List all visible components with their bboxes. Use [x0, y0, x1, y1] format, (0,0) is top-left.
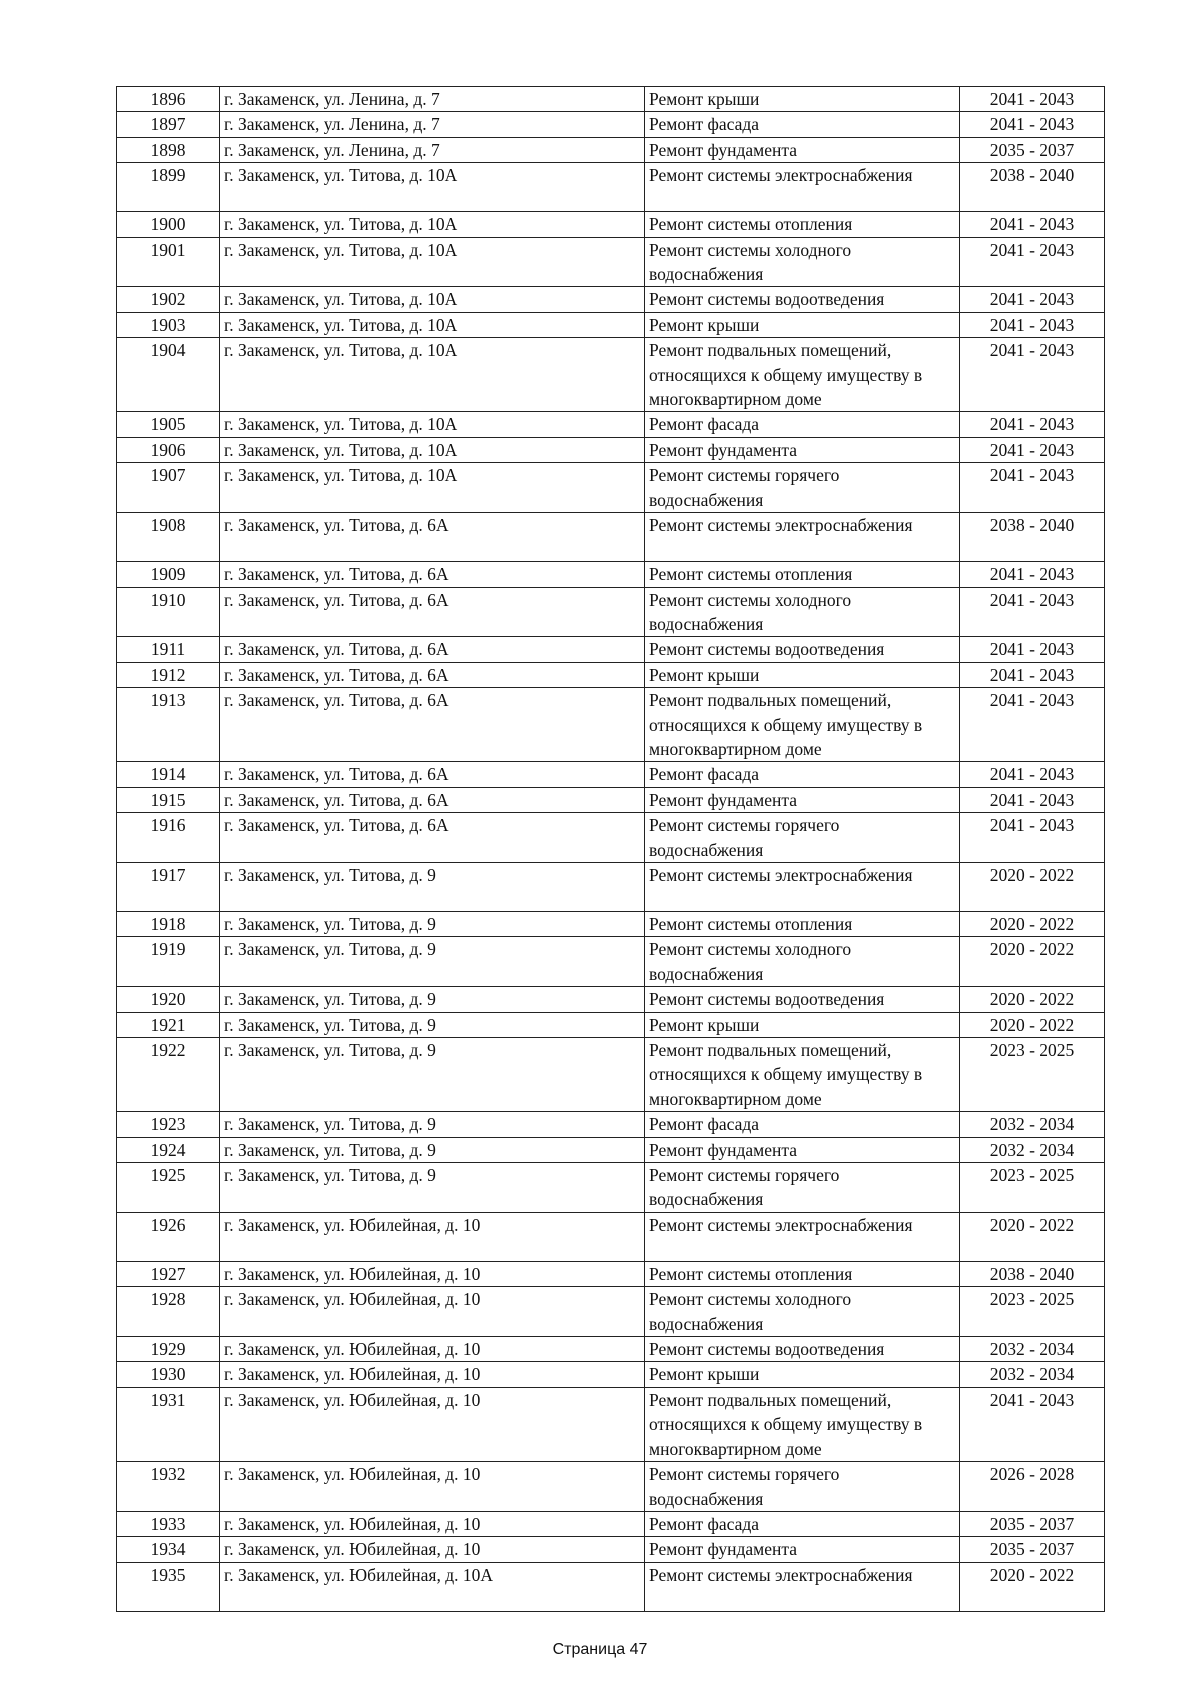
row-work-type: Ремонт системы холодного водоснабжения	[645, 587, 960, 637]
row-address: г. Закаменск, ул. Титова, д. 6А	[220, 562, 645, 587]
row-work-type: Ремонт системы горячего водоснабжения	[645, 463, 960, 513]
row-number: 1919	[117, 937, 220, 987]
table-row	[117, 1387, 1105, 1461]
row-number: 1922	[117, 1038, 220, 1112]
table-row	[117, 813, 1105, 863]
row-work-type: Ремонт системы горячего водоснабжения	[645, 1163, 960, 1213]
row-address: г. Закаменск, ул. Юбилейная, д. 10	[220, 1462, 645, 1512]
row-period: 2041 - 2043	[960, 338, 1105, 412]
table-row	[117, 637, 1105, 662]
row-work-type: Ремонт системы электроснабжения	[645, 1212, 960, 1261]
row-work-type: Ремонт подвальных помещений, относящихся к общему имуществу в многоквартирном доме	[645, 1387, 960, 1461]
row-number: 1909	[117, 562, 220, 587]
row-number: 1918	[117, 911, 220, 936]
row-work-type: Ремонт крыши	[645, 87, 960, 112]
table-row	[117, 562, 1105, 587]
table-row	[117, 762, 1105, 787]
row-period: 2020 - 2022	[960, 911, 1105, 936]
row-address: г. Закаменск, ул. Титова, д. 6А	[220, 513, 645, 562]
row-period: 2038 - 2040	[960, 1261, 1105, 1286]
row-number: 1931	[117, 1387, 220, 1461]
table-row	[117, 1537, 1105, 1562]
row-period: 2041 - 2043	[960, 762, 1105, 787]
table-row	[117, 437, 1105, 462]
row-address: г. Закаменск, ул. Титова, д. 9	[220, 1012, 645, 1037]
row-number: 1900	[117, 212, 220, 237]
row-work-type: Ремонт системы холодного водоснабжения	[645, 237, 960, 287]
row-address: г. Закаменск, ул. Титова, д. 6А	[220, 662, 645, 687]
row-period: 2032 - 2034	[960, 1362, 1105, 1387]
row-work-type: Ремонт фасада	[645, 112, 960, 137]
row-work-type: Ремонт системы водоотведения	[645, 1337, 960, 1362]
row-address: г. Закаменск, ул. Титова, д. 10А	[220, 163, 645, 212]
page-number: Страница 47	[552, 1641, 648, 1658]
row-address: г. Закаменск, ул. Титова, д. 6А	[220, 637, 645, 662]
row-number: 1921	[117, 1012, 220, 1037]
row-period: 2020 - 2022	[960, 937, 1105, 987]
row-period: 2035 - 2037	[960, 1537, 1105, 1562]
table-row	[117, 137, 1105, 162]
row-period: 2041 - 2043	[960, 1387, 1105, 1461]
row-period: 2041 - 2043	[960, 787, 1105, 812]
table-row	[117, 1462, 1105, 1512]
row-work-type: Ремонт системы отопления	[645, 1261, 960, 1286]
table-row	[117, 412, 1105, 437]
row-address: г. Закаменск, ул. Титова, д. 6А	[220, 762, 645, 787]
table-row	[117, 1362, 1105, 1387]
repair-schedule-table	[116, 86, 1105, 1612]
row-number: 1917	[117, 862, 220, 911]
row-period: 2041 - 2043	[960, 237, 1105, 287]
row-number: 1904	[117, 338, 220, 412]
table-row	[117, 1112, 1105, 1137]
row-number: 1903	[117, 312, 220, 337]
row-work-type: Ремонт фундамента	[645, 437, 960, 462]
row-period: 2041 - 2043	[960, 587, 1105, 637]
row-address: г. Закаменск, ул. Титова, д. 6А	[220, 587, 645, 637]
row-period: 2041 - 2043	[960, 412, 1105, 437]
row-work-type: Ремонт системы водоотведения	[645, 987, 960, 1012]
table-body	[117, 87, 1105, 1612]
row-work-type: Ремонт крыши	[645, 1012, 960, 1037]
row-address: г. Закаменск, ул. Юбилейная, д. 10	[220, 1287, 645, 1337]
row-number: 1926	[117, 1212, 220, 1261]
row-address: г. Закаменск, ул. Титова, д. 10А	[220, 338, 645, 412]
row-number: 1925	[117, 1163, 220, 1213]
row-number: 1932	[117, 1462, 220, 1512]
row-address: г. Закаменск, ул. Ленина, д. 7	[220, 137, 645, 162]
row-address: г. Закаменск, ул. Титова, д. 10А	[220, 212, 645, 237]
row-address: г. Закаменск, ул. Юбилейная, д. 10	[220, 1387, 645, 1461]
row-period: 2020 - 2022	[960, 987, 1105, 1012]
row-address: г. Закаменск, ул. Титова, д. 9	[220, 987, 645, 1012]
row-work-type: Ремонт крыши	[645, 312, 960, 337]
table-row	[117, 1212, 1105, 1261]
table-row	[117, 787, 1105, 812]
row-work-type: Ремонт системы отопления	[645, 911, 960, 936]
row-number: 1896	[117, 87, 220, 112]
table-row	[117, 312, 1105, 337]
row-work-type: Ремонт системы холодного водоснабжения	[645, 937, 960, 987]
table-row	[117, 862, 1105, 911]
row-number: 1929	[117, 1337, 220, 1362]
row-period: 2041 - 2043	[960, 212, 1105, 237]
row-number: 1916	[117, 813, 220, 863]
table-row	[117, 911, 1105, 936]
row-number: 1935	[117, 1562, 220, 1611]
row-period: 2041 - 2043	[960, 287, 1105, 312]
table-row	[117, 287, 1105, 312]
row-period: 2041 - 2043	[960, 688, 1105, 762]
row-work-type: Ремонт фасада	[645, 1112, 960, 1137]
row-address: г. Закаменск, ул. Титова, д. 9	[220, 911, 645, 936]
table-row	[117, 1511, 1105, 1536]
row-number: 1923	[117, 1112, 220, 1137]
row-period: 2020 - 2022	[960, 862, 1105, 911]
row-number: 1901	[117, 237, 220, 287]
row-work-type: Ремонт системы электроснабжения	[645, 513, 960, 562]
row-number: 1924	[117, 1137, 220, 1162]
row-number: 1933	[117, 1511, 220, 1536]
row-work-type: Ремонт подвальных помещений, относящихся к общему имуществу в многоквартирном доме	[645, 338, 960, 412]
row-work-type: Ремонт системы электроснабжения	[645, 862, 960, 911]
row-number: 1899	[117, 163, 220, 212]
row-work-type: Ремонт системы отопления	[645, 562, 960, 587]
row-address: г. Закаменск, ул. Титова, д. 10А	[220, 237, 645, 287]
row-number: 1915	[117, 787, 220, 812]
table-row	[117, 513, 1105, 562]
row-number: 1902	[117, 287, 220, 312]
row-address: г. Закаменск, ул. Титова, д. 6А	[220, 688, 645, 762]
row-address: г. Закаменск, ул. Титова, д. 9	[220, 1163, 645, 1213]
row-work-type: Ремонт фундамента	[645, 1537, 960, 1562]
row-address: г. Закаменск, ул. Титова, д. 9	[220, 862, 645, 911]
row-address: г. Закаменск, ул. Ленина, д. 7	[220, 87, 645, 112]
table-row	[117, 1163, 1105, 1213]
row-period: 2038 - 2040	[960, 163, 1105, 212]
table-row	[117, 463, 1105, 513]
row-period: 2023 - 2025	[960, 1163, 1105, 1213]
row-address: г. Закаменск, ул. Титова, д. 6А	[220, 813, 645, 863]
table-row	[117, 212, 1105, 237]
table-row	[117, 1137, 1105, 1162]
row-work-type: Ремонт фасада	[645, 762, 960, 787]
table-row	[117, 587, 1105, 637]
row-address: г. Закаменск, ул. Титова, д. 9	[220, 937, 645, 987]
row-number: 1905	[117, 412, 220, 437]
row-number: 1913	[117, 688, 220, 762]
row-work-type: Ремонт фундамента	[645, 787, 960, 812]
row-work-type: Ремонт системы электроснабжения	[645, 163, 960, 212]
table-row	[117, 662, 1105, 687]
row-work-type: Ремонт фундамента	[645, 1137, 960, 1162]
table-row	[117, 338, 1105, 412]
row-address: г. Закаменск, ул. Юбилейная, д. 10	[220, 1537, 645, 1562]
row-work-type: Ремонт системы водоотведения	[645, 637, 960, 662]
row-number: 1927	[117, 1261, 220, 1286]
row-period: 2041 - 2043	[960, 813, 1105, 863]
row-work-type: Ремонт системы горячего водоснабжения	[645, 1462, 960, 1512]
row-address: г. Закаменск, ул. Титова, д. 6А	[220, 787, 645, 812]
row-period: 2026 - 2028	[960, 1462, 1105, 1512]
row-number: 1907	[117, 463, 220, 513]
row-period: 2041 - 2043	[960, 87, 1105, 112]
table-row	[117, 112, 1105, 137]
row-period: 2041 - 2043	[960, 662, 1105, 687]
row-address: г. Закаменск, ул. Юбилейная, д. 10	[220, 1261, 645, 1286]
row-address: г. Закаменск, ул. Титова, д. 10А	[220, 312, 645, 337]
table-row	[117, 937, 1105, 987]
row-period: 2032 - 2034	[960, 1337, 1105, 1362]
row-work-type: Ремонт системы водоотведения	[645, 287, 960, 312]
row-period: 2041 - 2043	[960, 112, 1105, 137]
row-period: 2041 - 2043	[960, 437, 1105, 462]
row-address: г. Закаменск, ул. Титова, д. 10А	[220, 437, 645, 462]
row-period: 2041 - 2043	[960, 562, 1105, 587]
table-row	[117, 163, 1105, 212]
table-row	[117, 87, 1105, 112]
row-address: г. Закаменск, ул. Юбилейная, д. 10	[220, 1362, 645, 1387]
row-number: 1914	[117, 762, 220, 787]
row-address: г. Закаменск, ул. Ленина, д. 7	[220, 112, 645, 137]
row-period: 2023 - 2025	[960, 1287, 1105, 1337]
row-work-type: Ремонт фундамента	[645, 137, 960, 162]
row-address: г. Закаменск, ул. Титова, д. 10А	[220, 287, 645, 312]
row-work-type: Ремонт крыши	[645, 662, 960, 687]
row-address: г. Закаменск, ул. Титова, д. 10А	[220, 412, 645, 437]
row-period: 2035 - 2037	[960, 137, 1105, 162]
table-row	[117, 1287, 1105, 1337]
row-period: 2023 - 2025	[960, 1038, 1105, 1112]
row-address: г. Закаменск, ул. Титова, д. 9	[220, 1137, 645, 1162]
table-row	[117, 237, 1105, 287]
row-address: г. Закаменск, ул. Титова, д. 9	[220, 1112, 645, 1137]
row-period: 2020 - 2022	[960, 1012, 1105, 1037]
row-period: 2032 - 2034	[960, 1112, 1105, 1137]
row-address: г. Закаменск, ул. Юбилейная, д. 10	[220, 1337, 645, 1362]
row-period: 2035 - 2037	[960, 1511, 1105, 1536]
row-work-type: Ремонт фасада	[645, 1511, 960, 1536]
table-row	[117, 987, 1105, 1012]
row-period: 2038 - 2040	[960, 513, 1105, 562]
row-address: г. Закаменск, ул. Юбилейная, д. 10	[220, 1212, 645, 1261]
row-period: 2020 - 2022	[960, 1562, 1105, 1611]
row-number: 1897	[117, 112, 220, 137]
row-work-type: Ремонт крыши	[645, 1362, 960, 1387]
row-number: 1928	[117, 1287, 220, 1337]
row-work-type: Ремонт подвальных помещений, относящихся к общему имуществу в многоквартирном доме	[645, 688, 960, 762]
row-address: г. Закаменск, ул. Юбилейная, д. 10	[220, 1511, 645, 1536]
row-number: 1908	[117, 513, 220, 562]
row-period: 2041 - 2043	[960, 463, 1105, 513]
table-row	[117, 1337, 1105, 1362]
row-number: 1912	[117, 662, 220, 687]
table-row	[117, 1038, 1105, 1112]
table-row	[117, 688, 1105, 762]
row-address: г. Закаменск, ул. Титова, д. 10А	[220, 463, 645, 513]
table-row	[117, 1261, 1105, 1286]
row-number: 1934	[117, 1537, 220, 1562]
row-period: 2041 - 2043	[960, 637, 1105, 662]
table-row	[117, 1012, 1105, 1037]
row-work-type: Ремонт системы горячего водоснабжения	[645, 813, 960, 863]
row-work-type: Ремонт системы холодного водоснабжения	[645, 1287, 960, 1337]
row-number: 1911	[117, 637, 220, 662]
row-address: г. Закаменск, ул. Юбилейная, д. 10А	[220, 1562, 645, 1611]
row-period: 2032 - 2034	[960, 1137, 1105, 1162]
row-work-type: Ремонт фасада	[645, 412, 960, 437]
row-address: г. Закаменск, ул. Титова, д. 9	[220, 1038, 645, 1112]
row-number: 1920	[117, 987, 220, 1012]
row-number: 1930	[117, 1362, 220, 1387]
row-work-type: Ремонт системы электроснабжения	[645, 1562, 960, 1611]
table-row	[117, 1562, 1105, 1611]
row-work-type: Ремонт подвальных помещений, относящихся к общему имуществу в многоквартирном доме	[645, 1038, 960, 1112]
row-number: 1906	[117, 437, 220, 462]
row-number: 1898	[117, 137, 220, 162]
row-period: 2020 - 2022	[960, 1212, 1105, 1261]
row-period: 2041 - 2043	[960, 312, 1105, 337]
row-work-type: Ремонт системы отопления	[645, 212, 960, 237]
row-number: 1910	[117, 587, 220, 637]
